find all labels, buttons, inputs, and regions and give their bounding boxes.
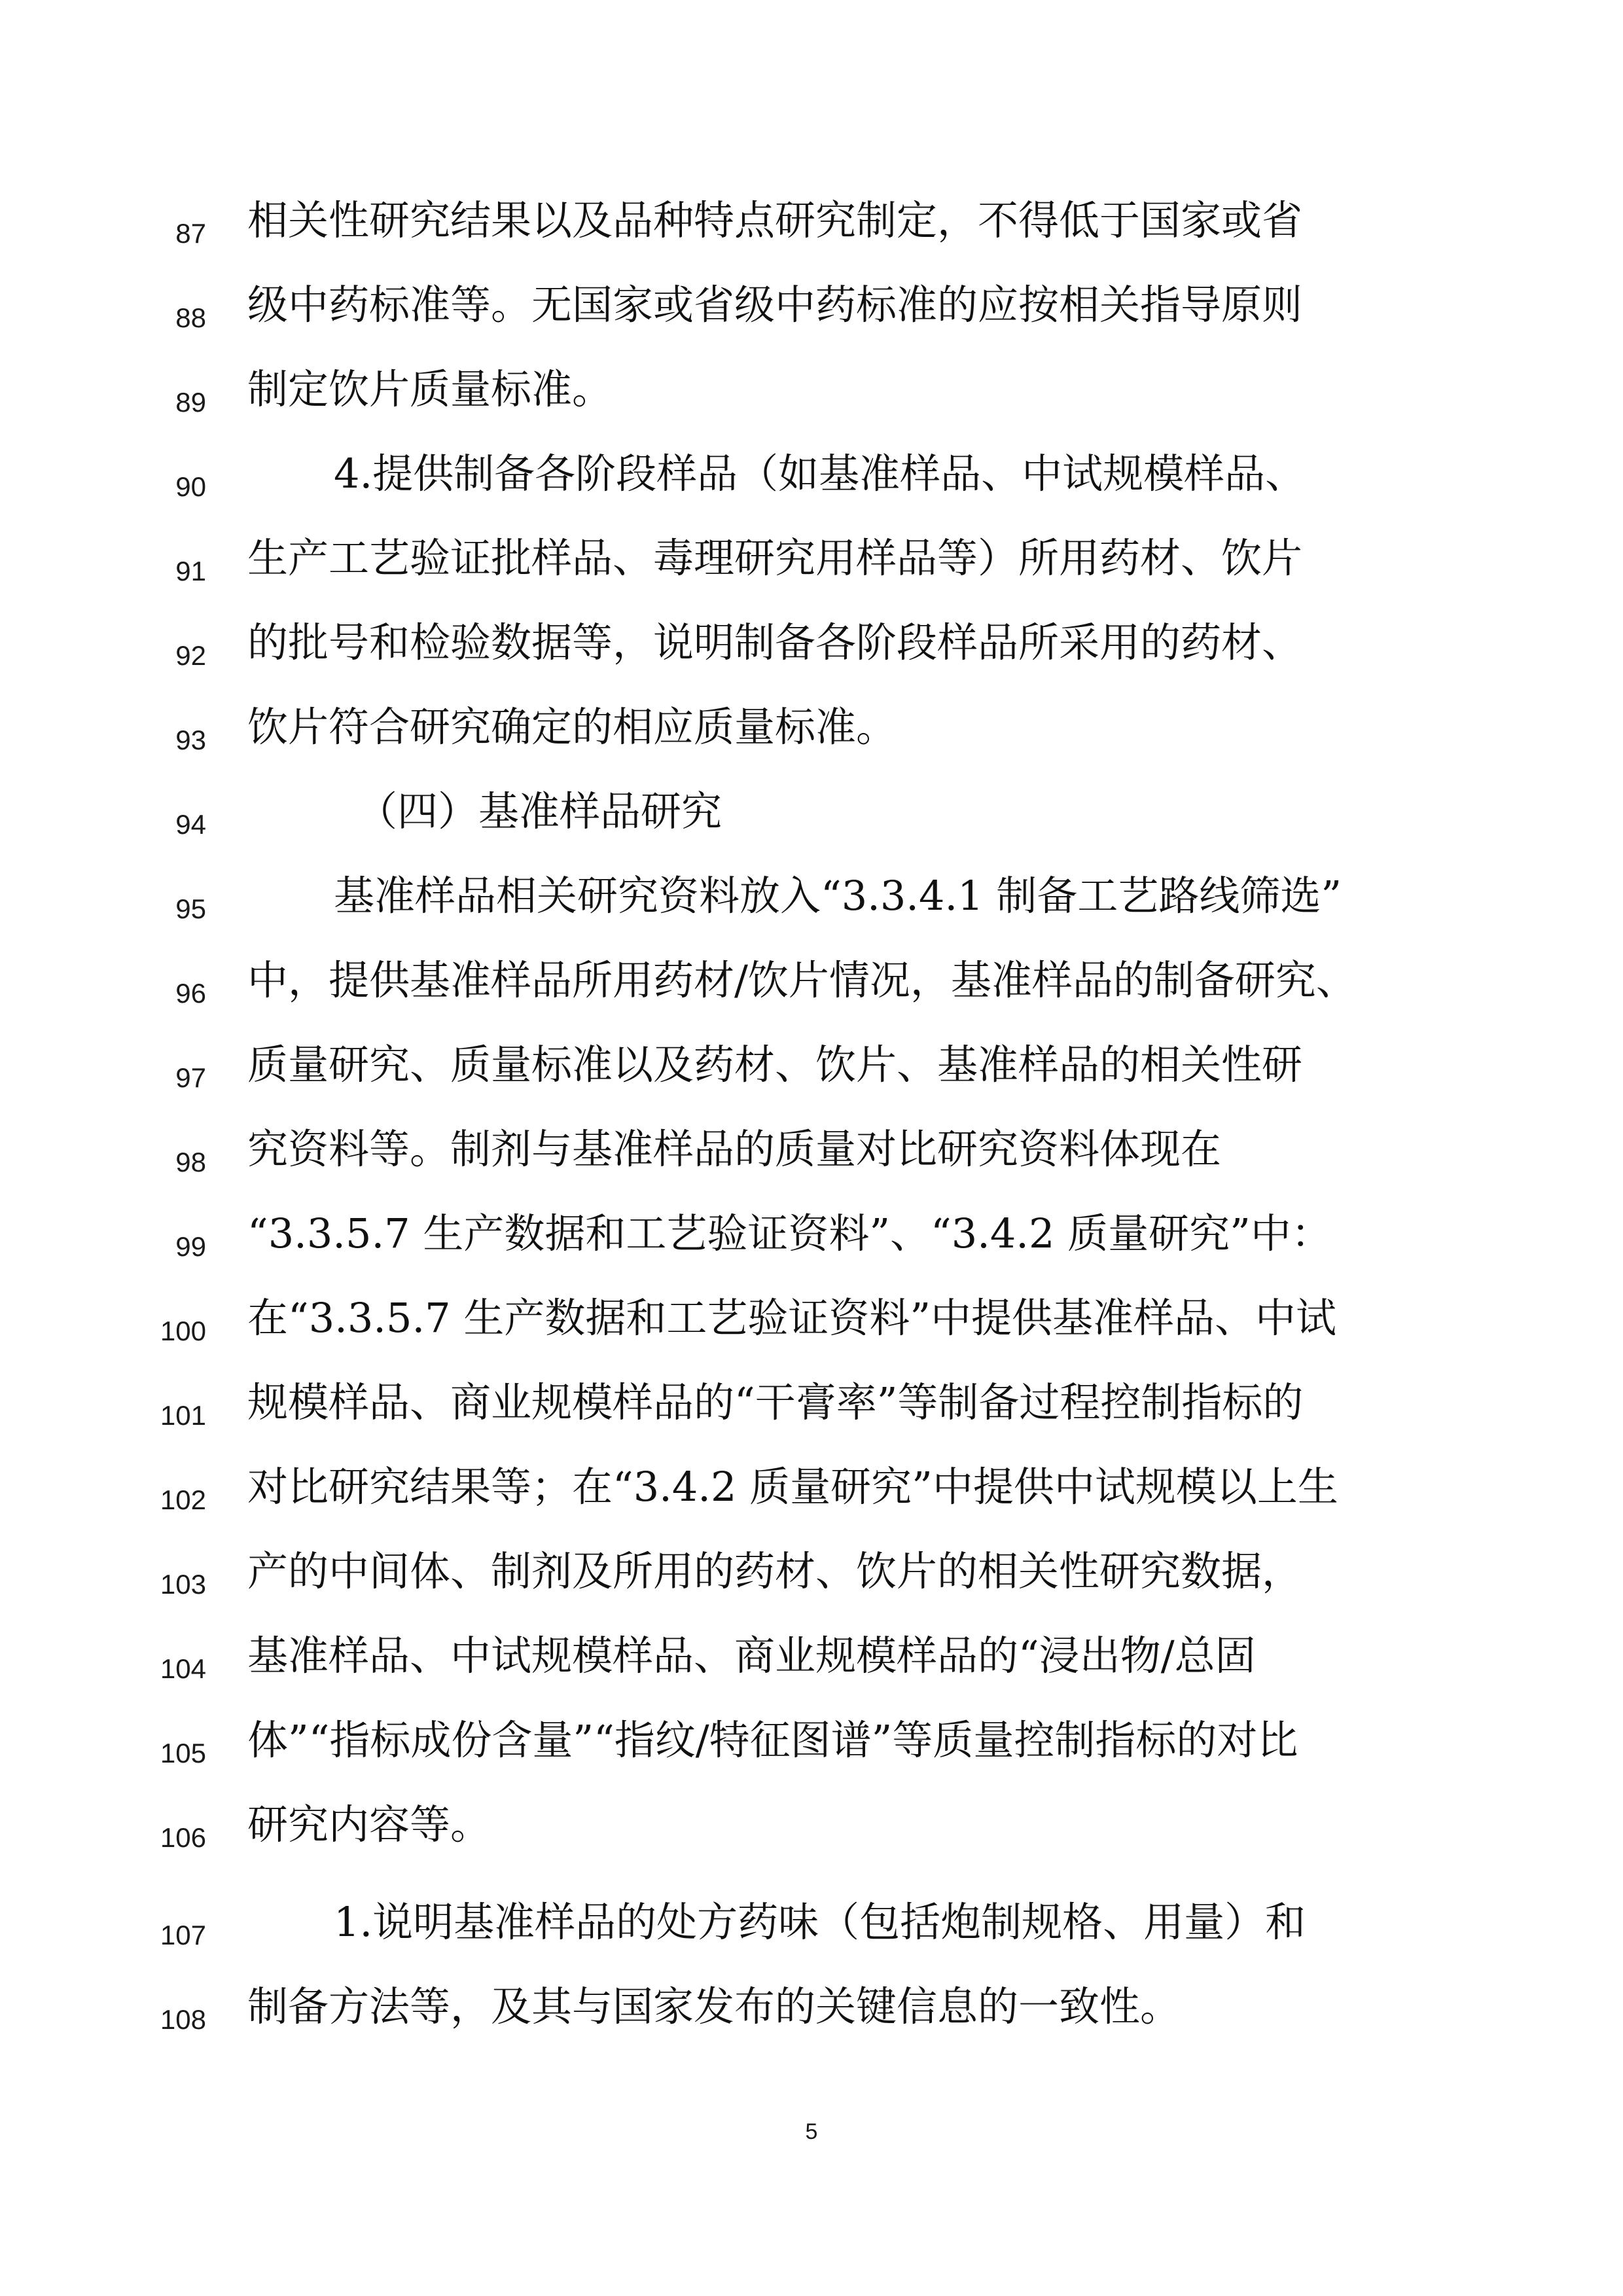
text-line [0,1034,1623,1119]
text-line [0,1287,1623,1372]
line-text: 的批号和检验数据等，说明制备各阶段样品所采用的药材、 [247,619,1303,666]
text-line [0,190,1623,275]
text-line [0,443,1623,528]
line-text: 基准样品、中试规模样品、商业规模样品的“浸出物/总固 [247,1632,1256,1679]
line-number: 96 [175,978,206,1009]
line-text: 4.提供制备各阶段样品（如基准样品、中试规模样品、 [334,450,1306,497]
line-text: 制备方法等，及其与国家发布的关键信息的一致性。 [247,1982,1181,2030]
text-line [0,1372,1623,1457]
line-number: 101 [160,1400,206,1431]
line-text: 饮片符合研究确定的相应质量标准。 [247,703,897,751]
line-text: 对比研究结果等；在“3.4.2 质量研究”中提供中试规模以上生 [247,1463,1338,1511]
line-text: 1.说明基准样品的处方药味（包括炮制规格、用量）和 [334,1898,1306,1946]
section-heading: （四）基准样品研究 [357,787,722,835]
line-number: 89 [175,387,206,418]
line-text: 体”“指标成份含量”“指纹/特征图谱”等质量控制指标的对比 [247,1716,1298,1764]
line-text: “3.3.5.7 生产数据和工艺验证资料”、“3.4.2 质量研究”中： [247,1210,1332,1257]
text-line [0,1976,1623,2061]
line-number: 102 [160,1484,206,1515]
page-number: 5 [805,2119,818,2144]
line-number: 94 [175,809,206,840]
line-number: 90 [175,471,206,502]
line-text: 究资料等。制剂与基准样品的质量对比研究资料体现在 [247,1125,1222,1173]
line-number: 88 [175,302,206,333]
line-number: 106 [160,1822,206,1853]
line-number: 107 [160,1920,206,1950]
line-number: 92 [175,640,206,671]
line-text: 中，提供基准样品所用药材/饮片情况，基准样品的制备研究、 [247,956,1357,1004]
line-number: 97 [175,1062,206,1093]
line-number: 99 [175,1231,206,1262]
line-text: 产的中间体、制剂及所用的药材、饮片的相关性研究数据， [247,1547,1303,1595]
text-line [0,1892,1623,1977]
line-number: 100 [160,1316,206,1346]
text-line [0,1541,1623,1626]
text-line [0,865,1623,950]
text-line [0,1203,1623,1288]
line-text: 规模样品、商业规模样品的“干膏率”等制备过程控制指标的 [247,1378,1304,1426]
text-line [0,528,1623,613]
text-line [0,274,1623,359]
line-text: 基准样品相关研究资料放入“3.3.4.1 制备工艺路线筛选” [334,872,1342,920]
line-number: 105 [160,1738,206,1768]
text-line [0,1456,1623,1541]
line-text: 生产工艺验证批样品、毒理研究用样品等）所用药材、饮片 [247,534,1303,582]
section-heading-line [0,781,1623,866]
line-text: 相关性研究结果以及品种特点研究制定，不得低于国家或省 [247,196,1303,244]
text-line [0,696,1623,781]
text-line [0,1710,1623,1795]
text-line [0,950,1623,1035]
line-number: 91 [175,556,206,586]
line-number: 103 [160,1569,206,1600]
line-number: 93 [175,725,206,755]
line-text: 在“3.3.5.7 生产数据和工艺验证资料”中提供基准样品、中试 [247,1294,1337,1342]
text-line [0,1119,1623,1204]
line-number: 95 [175,893,206,924]
line-text: 级中药标准等。无国家或省级中药标准的应按相关指导原则 [247,281,1303,329]
text-line [0,359,1623,444]
line-text: 研究内容等。 [247,1801,491,1848]
line-number: 87 [175,218,206,249]
line-number: 104 [160,1653,206,1684]
line-text: 制定饮片质量标准。 [247,365,613,413]
line-number: 98 [175,1147,206,1177]
text-line [0,612,1623,697]
text-line [0,1794,1623,1879]
line-number: 108 [160,2004,206,2035]
line-text: 质量研究、质量标准以及药材、饮片、基准样品的相关性研 [247,1041,1303,1088]
text-line [0,1625,1623,1710]
